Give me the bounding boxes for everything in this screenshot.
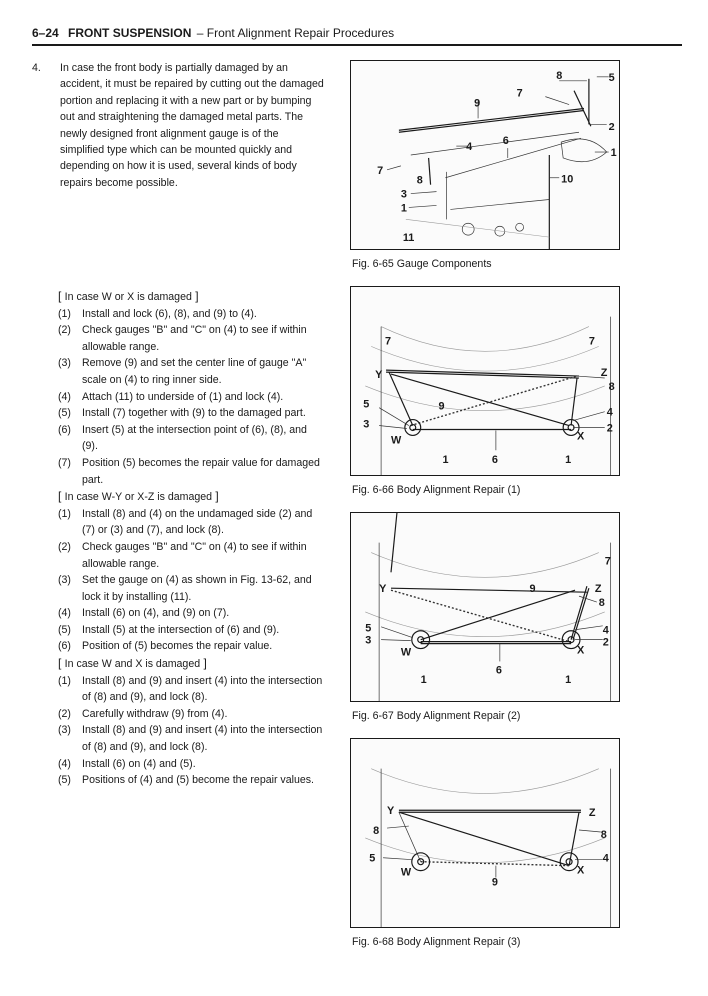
callout-label: W [400,866,412,879]
figure-caption: Fig. 6-68 Body Alignment Repair (3) [352,936,521,948]
figure-caption: Fig. 6-66 Body Alignment Repair (1) [352,484,521,496]
callout-label: 8 [556,69,563,82]
step-number: (5) [58,407,71,420]
body-alignment-1-drawing [351,287,619,475]
procedure-step [58,572,324,605]
body-alignment-2-drawing [351,513,619,701]
figure-caption: Fig. 6-67 Body Alignment Repair (2) [352,710,521,722]
step-number: (1) [58,507,71,520]
group-heading-text: In case W or X is damaged [64,291,192,303]
procedure-step [58,389,324,406]
step-number: (1) [58,674,71,687]
group-heading-text: In case W and X is damaged [64,658,201,671]
callout-label: 7 [385,335,392,348]
procedure-step [58,638,324,655]
callout-label: 4 [466,141,473,154]
callout-label: 1 [610,146,617,159]
callout-label: 3 [363,418,370,431]
heading-bracket: ] [191,289,199,303]
callout-label: 4 [602,852,609,865]
callout-label: 3 [400,188,407,201]
step-number: (4) [58,757,71,770]
step-text: Install (8) and (9) and insert (4) into the intersection of (8) and (9), and lock (8). [82,674,323,704]
callout-label: 9 [438,400,445,413]
callout-label: Y [379,583,387,596]
procedure-step [58,756,324,773]
page-number: 6–24 [32,26,59,40]
step-number: (1) [58,307,71,320]
callout-label: Y [375,369,383,382]
callout-label: 8 [416,174,423,187]
procedure-step [58,506,324,539]
callout-label: 3 [365,634,372,647]
procedure-step [58,306,324,323]
procedure-step [58,772,324,789]
intro-paragraph [32,60,324,191]
heading-bracket: [ [58,289,65,303]
step-text: Carefully withdraw (9) from (4). [82,707,228,720]
callout-label: 5 [363,398,370,411]
step-text: Position of (5) becomes the repair value. [82,640,273,653]
step-text: Attach (11) to underside of (1) and lock (4). [82,390,284,403]
step-text: Insert (5) at the intersection point of (6), (8), and (9). [82,423,307,453]
section-subtitle: – Front Alignment Repair Procedures [196,26,395,40]
callout-label: 1 [420,674,427,687]
callout-label: 6 [491,454,498,467]
step-text: Install (8) and (4) on the undamaged side (2) and (7) or (3) and (7), and lock (8). [82,507,313,537]
item-number: 4. [32,62,41,74]
callout-label: 2 [602,636,609,649]
figure-body-alignment-3 [350,738,620,928]
callout-label: 7 [588,335,595,348]
callout-label: 10 [561,173,574,186]
step-text: Check gauges "B" and "C" on (4) to see if within allowable range. [82,324,307,353]
heading-bracket: ] [212,489,219,504]
callout-label: 6 [502,135,509,148]
callout-label: 8 [608,380,615,393]
figure-body-alignment-2 [350,512,620,702]
callout-label: 11 [402,232,415,245]
gauge-components-drawing [351,61,619,249]
step-text: Install (8) and (9) and insert (4) into the intersection of (8) and (9), and lock (8). [82,724,323,754]
figure-caption: Fig. 6-65 Gauge Components [352,258,492,270]
procedure-step [58,455,324,488]
step-number: (4) [58,390,71,403]
step-text: Install and lock (6), (8), and (9) to (4). [82,307,257,320]
callout-label: 4 [606,406,613,419]
step-number: (4) [58,607,71,620]
procedure-step [58,706,324,723]
procedure-step [58,355,324,388]
callout-label: 2 [606,422,613,435]
step-number: (2) [58,324,71,337]
group-heading [58,655,324,673]
callout-label: 5 [369,852,376,865]
figure-gauge-components [350,60,620,250]
callout-label: 9 [491,876,498,889]
callout-label: 5 [365,622,372,635]
callout-label: Z [594,583,602,596]
step-number: (3) [58,724,71,737]
page-header [32,26,680,40]
callout-label: Z [588,807,596,820]
callout-label: Y [387,805,395,818]
step-number: (6) [58,423,71,436]
procedure-steps [58,288,324,789]
callout-label: 5 [608,71,615,84]
body-alignment-3-drawing [351,739,619,927]
callout-label: W [400,646,412,659]
callout-label: Z [600,367,608,380]
callout-label: 9 [529,583,536,596]
step-number: (6) [58,640,71,653]
callout-label: 7 [377,164,384,177]
heading-bracket: [ [58,656,65,671]
step-text: Install (6) on (4), and (9) on (7). [82,607,230,620]
heading-bracket: ] [200,656,207,671]
procedure-step [58,405,324,422]
step-number: (3) [58,357,71,370]
step-text: Check gauges "B" and "C" on (4) to see if within allowable range. [82,540,307,570]
callout-label: 1 [400,202,407,215]
procedure-step [58,422,324,455]
procedure-step [58,622,324,639]
step-number: (2) [58,540,71,553]
callout-label: 6 [495,664,502,677]
callout-label: 7 [604,555,611,568]
callout-label: 2 [608,121,615,134]
step-text: Remove (9) and set the center line of gauge "A" scale on (4) to ring inner side. [82,357,307,386]
procedure-step [58,539,324,572]
step-number: (5) [58,623,71,636]
callout-label: 4 [602,624,609,637]
callout-label: W [391,434,402,447]
callout-label: 8 [600,828,607,841]
step-number: (3) [58,574,71,587]
procedure-step [58,605,324,622]
intro-text: In case the front body is partially damaged by an accident, it must be repaired by cutting out the damaged portion and replacing it with a new part or by bumping out and straightening the damaged metal parts. The newly designed front alignment gauge is of the simplified type which can be mounted quickly and depending on how it is used, several kinds of body repairs become possible. [60,62,324,189]
callout-label: 1 [565,674,572,687]
callout-label: 7 [516,87,523,100]
step-text: Position (5) becomes the repair value for damaged part. [82,456,320,486]
callout-label: X [577,430,585,443]
callout-label: 9 [474,97,481,110]
callout-label: 8 [598,597,605,610]
step-text: Positions of (4) and (5) become the repair values. [82,774,315,787]
group-heading [58,288,324,306]
group-heading-text: In case W-Y or X-Z is damaged [64,491,213,504]
figure-body-alignment-1 [350,286,620,476]
procedure-step [58,322,324,355]
callout-label: 8 [373,824,380,837]
header-rule [32,44,682,46]
section-title: FRONT SUSPENSION [68,26,192,40]
callout-label: 1 [565,454,572,467]
callout-label: X [577,644,585,657]
step-number: (5) [58,774,71,787]
procedure-step [58,673,324,706]
procedure-step [58,722,324,755]
step-number: (7) [58,456,71,469]
callout-label: 1 [442,454,449,467]
step-text: Install (7) together with (9) to the damaged part. [82,407,306,420]
step-number: (2) [58,707,71,720]
callout-label: X [577,864,585,877]
heading-bracket: [ [58,489,65,504]
group-heading [58,488,324,506]
step-text: Install (5) at the intersection of (6) and (9). [82,623,280,636]
step-text: Set the gauge on (4) as shown in Fig. 13-62, and lock it by installing (11). [82,574,312,603]
step-text: Install (6) on (4) and (5). [82,757,196,770]
